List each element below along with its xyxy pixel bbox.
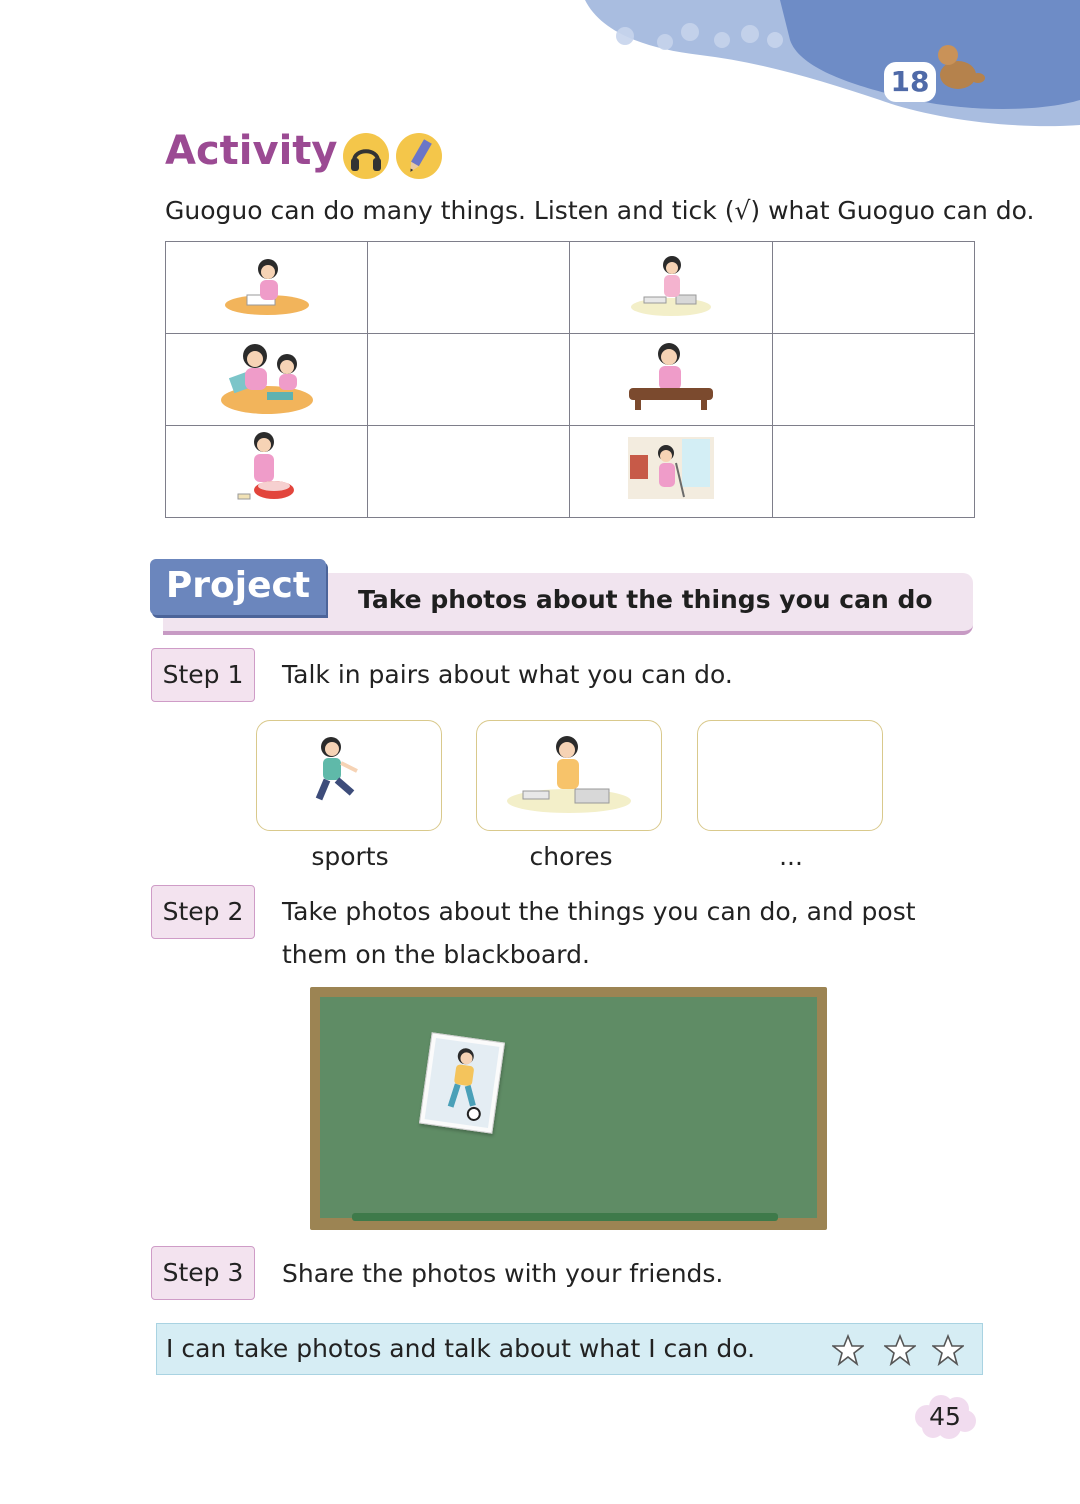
girl-doing-homework-picture — [222, 251, 312, 321]
tick-cell[interactable] — [368, 242, 570, 334]
other-caption: ... — [779, 842, 803, 871]
girl-washing-dishes-picture — [626, 251, 716, 321]
sports-caption: sports — [311, 842, 389, 871]
posted-photo — [419, 1032, 505, 1133]
picture-cell — [166, 334, 368, 426]
tick-cell[interactable] — [772, 242, 974, 334]
chores-caption: chores — [529, 842, 613, 871]
project-title: Take photos about the things you can do — [358, 585, 933, 614]
blackboard-surface — [320, 997, 817, 1218]
page-number: 45 — [929, 1402, 961, 1431]
picture-cell — [570, 334, 772, 426]
girl-washing-clothes-picture — [222, 430, 312, 510]
tick-cell[interactable] — [772, 334, 974, 426]
step-2-label: Step 2 — [151, 885, 255, 939]
girl-washing-dishes-picture — [477, 721, 661, 830]
self-check-text: I can take photos and talk about what I can do. — [166, 1334, 756, 1363]
pencil-icon — [396, 133, 442, 179]
boy-playing-football-picture — [420, 1033, 504, 1132]
picture-cell — [166, 426, 368, 518]
step-3-label: Step 3 — [151, 1246, 255, 1300]
girls-reading-books-picture — [217, 338, 317, 418]
tick-table — [165, 241, 975, 518]
tick-cell[interactable] — [368, 334, 570, 426]
sports-picture-box — [256, 720, 442, 831]
step-1-text: Talk in pairs about what you can do. — [282, 660, 733, 689]
chores-picture-box — [476, 720, 662, 831]
picture-cell — [166, 242, 368, 334]
table-row — [166, 426, 975, 518]
step-2-text: Take photos about the things you can do, and post them on the blackboard. — [282, 897, 916, 969]
step-1-label: Step 1 — [151, 648, 255, 702]
girl-playing-guzheng-picture — [621, 338, 721, 418]
unit-number-badge: 18 — [884, 62, 936, 102]
girl-sweeping-floor-picture — [626, 435, 716, 505]
picture-cell — [570, 426, 772, 518]
headphones-icon — [343, 133, 389, 179]
project-label: Project — [150, 559, 326, 615]
table-row — [166, 242, 975, 334]
blackboard — [310, 987, 827, 1230]
self-check-bar — [156, 1323, 983, 1375]
star-icon[interactable] — [884, 1334, 916, 1366]
picture-cell — [570, 242, 772, 334]
boy-running-picture — [257, 721, 441, 830]
chalk-tray — [352, 1213, 778, 1221]
tick-cell[interactable] — [772, 426, 974, 518]
step-3-text: Share the photos with your friends. — [282, 1259, 724, 1288]
star-icon[interactable] — [832, 1334, 864, 1366]
star-icon[interactable] — [932, 1334, 964, 1366]
other-picture-box — [697, 720, 883, 831]
tick-cell[interactable] — [368, 426, 570, 518]
table-row — [166, 334, 975, 426]
activity-title: Activity — [165, 128, 338, 174]
activity-instruction: Guoguo can do many things. Listen and tick (√) what Guoguo can do. — [165, 196, 1035, 225]
